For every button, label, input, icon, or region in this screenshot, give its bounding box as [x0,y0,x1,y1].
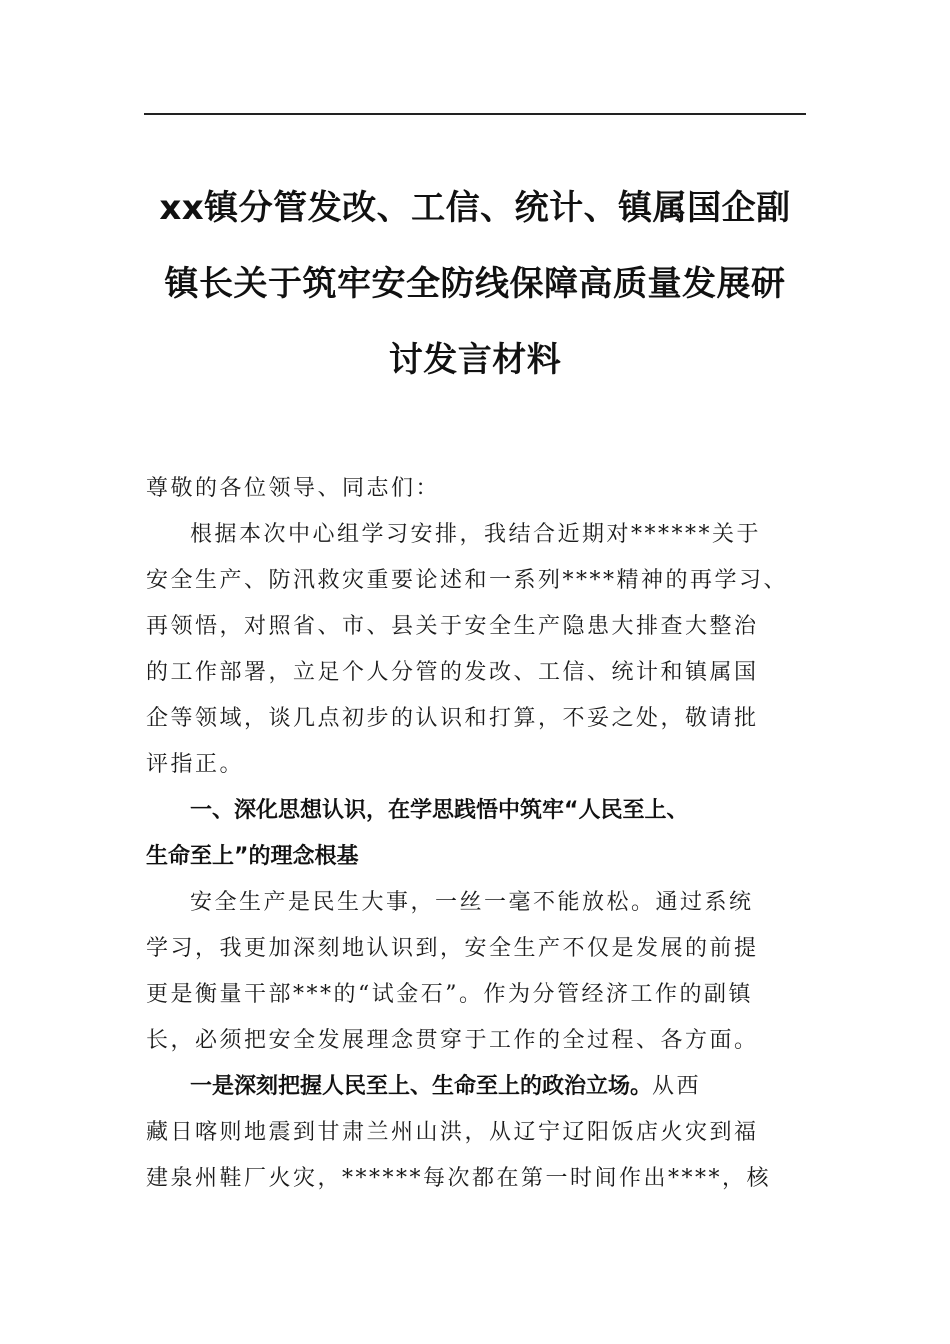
paragraph-line: 再领悟，对照省、市、县关于安全生产隐患大排查大整治 [146,614,759,639]
point-lead-tail: 从西 [652,1074,702,1099]
paragraph-line: 建泉州鞋厂火灾，******每次都在第一时间作出****，核 [146,1166,772,1191]
document-title [144,170,806,398]
section-heading: 一、深化思想认识，在学思践悟中筑牢“人民至上、 [190,798,689,823]
header-rule [144,113,806,115]
paragraph-line: 安全生产是民生大事，一丝一毫不能放松。通过系统 [190,890,754,915]
salutation: 尊敬的各位领导、同志们： [146,476,441,501]
paragraph-line: 根据本次中心组学习安排，我结合近期对******关于 [190,522,762,547]
document-body [146,466,808,1202]
paragraph-line: 藏日喀则地震到甘肃兰州山洪，从辽宁辽阳饭店火灾到福 [146,1120,759,1145]
title-line: 讨发言材料 [388,340,562,380]
point-lead-bold: 一是深刻把握人民至上、生命至上的政治立场。 [190,1074,653,1099]
paragraph-line: 的工作部署，立足个人分管的发改、工信、统计和镇属国 [146,660,759,685]
paragraph-line: 更是衡量干部***的“试金石”。作为分管经济工作的副镇 [146,982,753,1007]
paragraph-line: 评指正。 [146,752,245,777]
title-line: xx镇分管发改、工信、统计、镇属国企副 [159,188,791,228]
point-lead-line [146,1064,808,1110]
paragraph-line: 长，必须把安全发展理念贯穿于工作的全过程、各方面。 [146,1028,759,1053]
paragraph-line: 企等领域，谈几点初步的认识和打算，不妥之处，敬请批 [146,706,759,731]
title-line: 镇长关于筑牢安全防线保障高质量发展研 [164,264,786,304]
paragraph-line: 安全生产、防汛救灾重要论述和一系列****精神的再学习、 [146,568,789,593]
paragraph-line: 学习，我更加深刻地认识到，安全生产不仅是发展的前提 [146,936,759,961]
section-heading: 生命至上”的理念根基 [146,844,359,869]
